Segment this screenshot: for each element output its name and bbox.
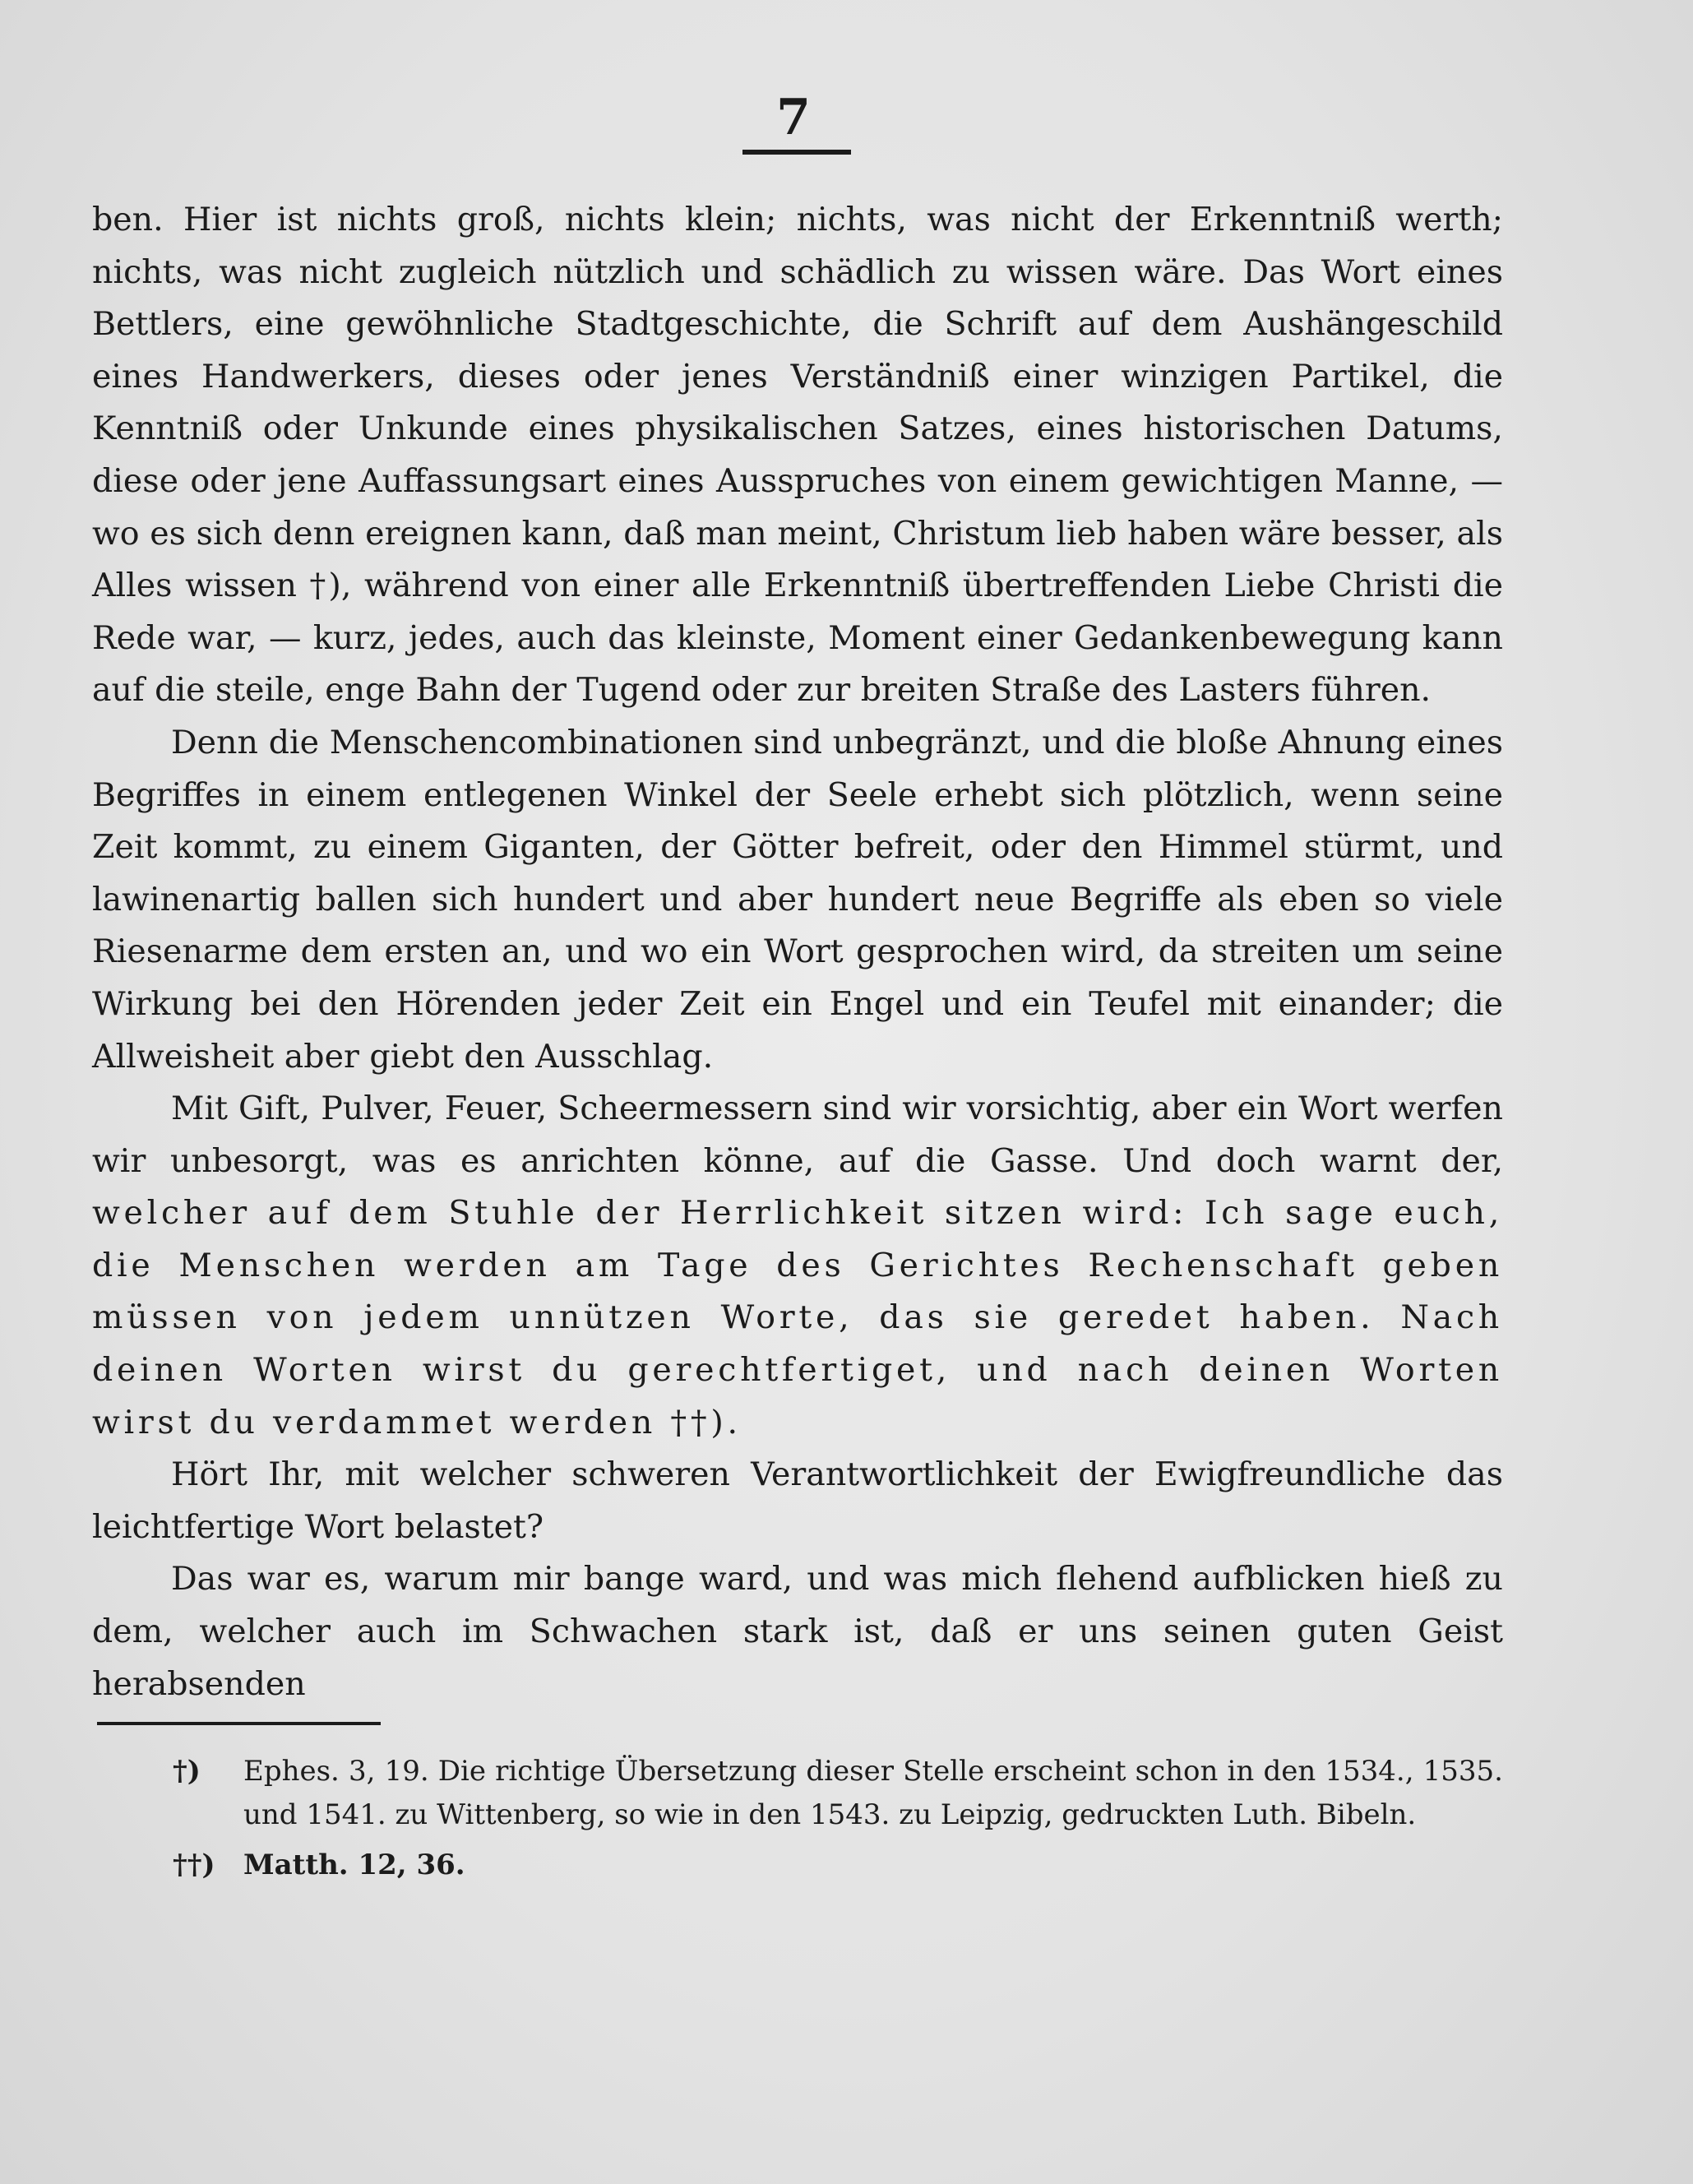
footnote-divider <box>97 1722 381 1725</box>
paragraph-1: ben. Hier ist nichts groß, nichts klein; nichts, was nicht der Erkenntniß werth; nichts, was nicht zugleich nützlich und schädlich zu wissen wäre. Das Wort eines Bettlers, eine gewöhnliche Stadtgeschichte, die Schrift auf dem Aushängeschild eines Handwerkers, dieses oder jenes Verständniß einer winzigen Partikel, die Kenntniß oder Unkunde eines physikalischen Satzes, eines historischen Datums, diese oder jene Auffassungsart eines Ausspruches von einem gewichtigen Manne, — wo es sich denn ereignen kann, daß man meint, Christum lieb haben wäre besser, als Alles wissen †), während von einer alle Erkenntniß übertreffenden Liebe Christi die Rede war, — kurz, jedes, auch das kleinste, Moment einer Gedankenbewegung kann auf die steile, enge Bahn der Tugend oder zur breiten Straße des Lasters führen. <box>92 201 1503 710</box>
footnote-2-mark: ††) <box>173 1849 215 1881</box>
main-text <box>92 194 1503 1710</box>
footnote-1 <box>173 1750 1503 1837</box>
footnote-1-text: Ephes. 3, 19. Die richtige Übersetzung dieser Stelle erscheint schon in den 1534., 1535. und 1541. zu Wittenberg, so wie in den 1543. zu Leipzig, gedruckten Luth. Bibeln. <box>243 1755 1503 1831</box>
paragraph-4: Hört Ihr, mit welcher schweren Verantwortlichkeit der Ewigfreundliche das leichtfertige Wort belastet? <box>92 1455 1503 1546</box>
footnote-2-text: Matth. 12, 36. <box>243 1849 465 1881</box>
footnotes <box>173 1750 1503 1894</box>
paragraph-5: Das war es, warum mir bange ward, und was mich flehend aufblicken hieß zu dem, welcher auch im Schwachen stark ist, daß er uns seinen guten Geist herabsenden <box>92 1560 1503 1703</box>
footnote-1-mark: †) <box>173 1755 201 1788</box>
page-number-rule <box>742 150 851 155</box>
quoted-scripture: welcher auf dem Stuhle der Herrlichkeit sitzen wird: Ich sage euch, die Menschen werden am Tage des Gerichtes Rechenschaft geben müssen von jedem unnützen Worte, das sie geredet haben. Nach deinen Worten wirst du gerechtfertiget, und nach deinen Worten wirst du verdammet werden ††). <box>92 1194 1503 1441</box>
page-number: 7 <box>776 89 811 146</box>
footnote-2 <box>173 1844 1503 1887</box>
paragraph-3 <box>92 1083 1503 1449</box>
paragraph-2: Denn die Menschencombinationen sind unbegränzt, und die bloße Ahnung eines Begriffes in einem entlegenen Winkel der Seele erhebt sich plötzlich, wenn seine Zeit kommt, zu einem Giganten, der Götter befreit, oder den Himmel stürmt, und lawinenartig ballen sich hundert und aber hundert neue Begriffe als eben so viele Riesenarme dem ersten an, und wo ein Wort gesprochen wird, da streiten um seine Wirkung bei den Hörenden jeder Zeit ein Engel und ein Teufel mit einander; die Allweisheit aber giebt den Ausschlag. <box>92 723 1503 1076</box>
paragraph-3-text: Mit Gift, Pulver, Feuer, Scheermessern sind wir vorsichtig, aber ein Wort werfen wir unbesorgt, was es anrichten könne, auf die Gasse. Und doch warnt der, <box>92 1090 1503 1180</box>
